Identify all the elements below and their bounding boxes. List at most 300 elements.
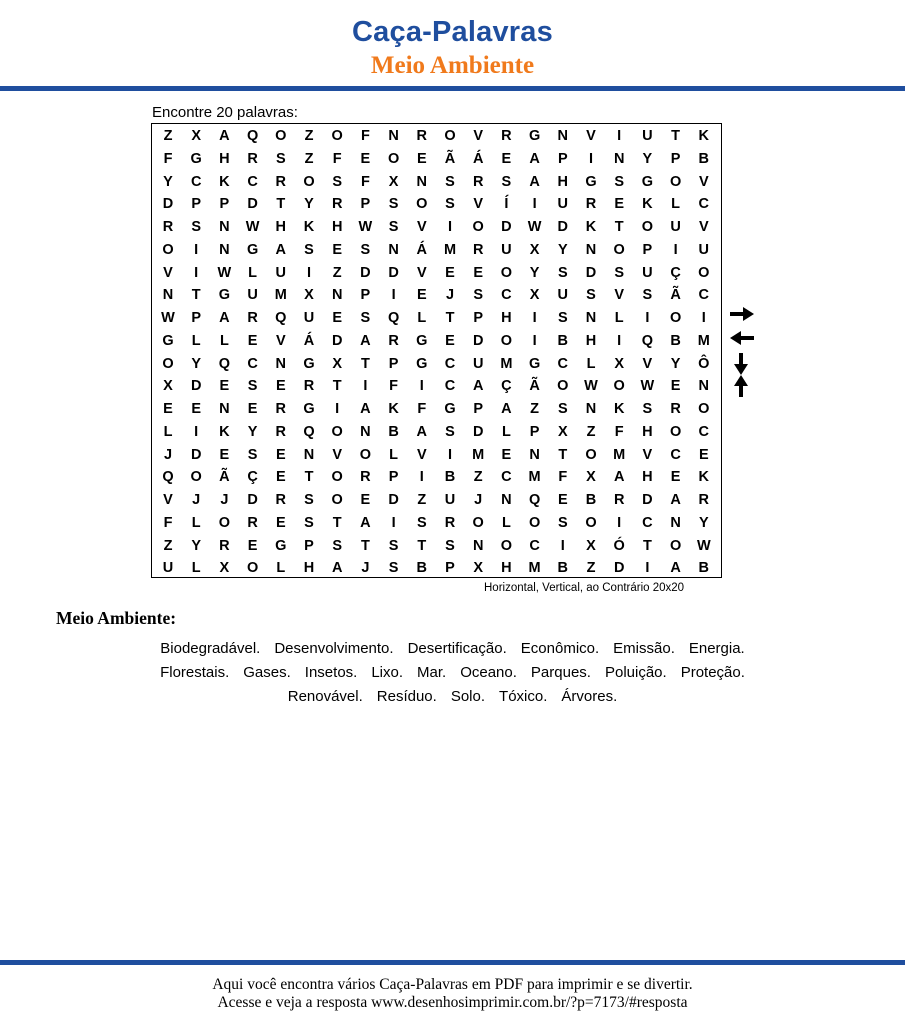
grid-row (152, 512, 721, 535)
grid-cell: I (617, 514, 622, 531)
grid-cell: K (585, 219, 597, 235)
grid-cell: R (275, 401, 287, 417)
word-list-item: Oceano. (460, 664, 517, 681)
grid-cell: D (613, 560, 625, 577)
grid-cell: W (358, 219, 373, 235)
grid-cell: H (557, 173, 569, 190)
grid-cell: A (416, 423, 428, 440)
grid-cell: O (472, 514, 484, 531)
grid-cell: X (586, 469, 596, 486)
grid-cell: O (698, 401, 710, 417)
grid-cell: L (248, 264, 258, 281)
grid-cell: S (416, 514, 427, 531)
grid-cell: T (671, 128, 681, 144)
grid-cell: D (557, 219, 569, 235)
grid-cell: G (528, 128, 541, 144)
grid-cell: M (528, 469, 541, 486)
word-list-item: Solo. (450, 688, 486, 705)
grid-cell: I (335, 401, 340, 417)
grid-cell: X (191, 128, 202, 144)
grid-cell: X (614, 355, 625, 372)
page-subtitle: Meio Ambiente (370, 52, 535, 79)
grid-cell: S (304, 514, 314, 531)
word-list-item: Poluição. (604, 664, 667, 681)
grid-cell: L (417, 310, 427, 326)
grid-cell: V (275, 332, 286, 349)
grid-cell: V (163, 492, 173, 508)
grid-cell: F (332, 150, 342, 167)
grid-cell: Á (303, 332, 315, 349)
word-list-item: Parques. (530, 664, 591, 681)
grid-cell: I (391, 514, 396, 531)
word-list-item: Desenvolvimento. (274, 640, 394, 657)
grid-cell: G (416, 355, 428, 372)
grid-cell: E (614, 196, 625, 213)
grid-cell: Z (586, 560, 596, 577)
grid-cell: I (391, 287, 396, 304)
grid-cell: Ã (529, 378, 540, 395)
grid-cell: O (190, 469, 202, 486)
bottom-divider (0, 960, 905, 965)
grid-cell: S (445, 173, 455, 190)
grid-cell: O (331, 128, 343, 144)
footer-line-2: Acesse e veja a resposta www.desenhosimprimir.com.br/?p=7173/#resposta (217, 994, 688, 1011)
grid-cell: D (388, 264, 399, 281)
grid-cell: H (219, 150, 230, 167)
grid-cell: V (586, 128, 596, 144)
grid-cell: K (698, 469, 710, 486)
grid-cell: O (500, 537, 513, 554)
grid-cell: L (191, 514, 201, 531)
grid-cell: T (191, 287, 201, 304)
grid-cell: H (642, 423, 653, 440)
grid-cell: P (473, 401, 484, 417)
grid-cell: S (557, 264, 568, 281)
grid-cell: P (670, 150, 681, 167)
word-list-line (60, 685, 845, 709)
grid-cell: Z (163, 128, 173, 144)
grid-cell: N (303, 446, 315, 463)
grid-cell: I (419, 469, 424, 486)
grid-cell: C (444, 378, 456, 395)
grid-cell: O (585, 514, 597, 531)
grid-cell: O (246, 560, 259, 577)
grid-cell: Q (275, 310, 287, 326)
grid-cell: E (247, 332, 258, 349)
grid-cell: T (276, 196, 286, 213)
grid-cell: O (669, 423, 682, 440)
grid-cell: L (501, 423, 511, 440)
grid-cell: F (163, 514, 173, 531)
grid-cell: Y (191, 355, 202, 372)
puzzle-footer-note: Horizontal, Vertical, ao Contrário 20x20 (484, 582, 685, 594)
grid-cell: Y (163, 173, 173, 190)
puzzle-instruction: Encontre 20 palavras: (152, 104, 298, 121)
grid-cell: N (331, 287, 343, 304)
grid-cell: N (585, 241, 597, 258)
grid-cell: O (472, 219, 484, 235)
grid-cell: P (557, 150, 568, 167)
grid-cell: A (360, 514, 371, 531)
grid-cell: P (388, 355, 399, 372)
grid-cell: E (332, 310, 343, 326)
grid-cell: P (360, 287, 371, 304)
grid-cell: F (163, 150, 173, 167)
grid-cell: E (191, 401, 202, 417)
grid-cell: C (247, 355, 258, 372)
grid-cell: A (219, 310, 230, 326)
grid-row (152, 307, 721, 330)
grid-cell: E (360, 150, 371, 167)
grid-cell: A (472, 378, 484, 395)
grid-cell: I (447, 446, 453, 463)
grid-cell: R (444, 514, 456, 531)
grid-cell: S (642, 401, 653, 417)
grid-cell: E (275, 514, 286, 531)
grid-cell: O (387, 150, 400, 167)
grid-cell: D (585, 264, 597, 281)
grid-cell: R (247, 150, 258, 167)
grid-cell: D (247, 196, 258, 213)
grid-cell: Z (304, 150, 314, 167)
grid-cell: C (670, 446, 681, 463)
page-title: Caça-Palavras (352, 16, 553, 48)
grid-cell: W (527, 219, 542, 235)
grid-cell: X (473, 560, 484, 577)
grid-cell: B (416, 560, 428, 577)
grid-cell: P (191, 196, 202, 213)
grid-cell: X (163, 378, 173, 395)
grid-cell: Y (191, 537, 202, 554)
grid-cell: Y (304, 196, 314, 213)
grid-cell: I (645, 310, 650, 326)
grid-cell: G (246, 241, 259, 258)
grid-cell: S (388, 560, 399, 577)
grid-cell: E (275, 446, 286, 463)
grid-cell: U (303, 310, 315, 326)
grid-cell: M (472, 446, 485, 463)
grid-cell: J (163, 446, 173, 463)
grid-cell: L (586, 355, 596, 372)
grid-cell: F (417, 401, 427, 417)
word-list-item: Árvores. (561, 688, 618, 705)
grid-row (152, 193, 721, 216)
grid-cell: S (388, 196, 399, 213)
grid-cell: I (617, 128, 622, 144)
grid-row (152, 262, 721, 285)
grid-cell: U (275, 264, 287, 281)
grid-cell: T (304, 469, 314, 486)
grid-cell: E (698, 446, 709, 463)
grid-cell: Q (641, 332, 654, 349)
grid-cell: V (614, 287, 625, 304)
grid-cell: G (585, 173, 597, 190)
grid-cell: O (331, 423, 343, 440)
grid-cell: P (191, 310, 202, 326)
grid-cell: E (416, 150, 427, 167)
grid-cell: O (528, 514, 541, 531)
grid-cell: Z (586, 423, 596, 440)
grid-cell: O (669, 310, 682, 326)
grid-cell: R (275, 423, 287, 440)
grid-cell: J (445, 287, 455, 304)
grid-cell: S (247, 378, 258, 395)
grid-cell: O (162, 355, 174, 372)
grid-cell: O (444, 128, 456, 144)
grid-cell: J (220, 492, 229, 508)
word-list-item: Lixo. (371, 664, 404, 681)
grid-cell: H (585, 332, 597, 349)
grid-cell: N (529, 446, 540, 463)
grid-cell: D (642, 492, 653, 508)
grid-cell: L (191, 332, 201, 349)
grid-cell: S (642, 287, 653, 304)
grid-cell: Y (247, 423, 258, 440)
word-search-grid (151, 123, 722, 578)
grid-cell: D (360, 264, 371, 281)
word-list-item: Energia. (688, 640, 745, 657)
grid-cell: N (388, 241, 399, 258)
grid-cell: B (444, 469, 456, 486)
grid-cell: N (557, 128, 569, 144)
grid-cell: O (162, 241, 174, 258)
grid-cell: V (698, 219, 709, 235)
grid-cell: Á (472, 150, 484, 167)
grid-row (152, 353, 721, 376)
grid-cell: G (162, 332, 174, 349)
grid-cell: V (642, 355, 653, 372)
grid-cell: D (472, 423, 484, 440)
grid-cell: N (472, 537, 484, 554)
word-list-item: Emissão. (613, 640, 675, 657)
grid-cell: S (304, 241, 314, 258)
grid-cell: G (416, 332, 428, 349)
grid-cell: N (670, 514, 681, 531)
grid-cell: D (190, 378, 202, 395)
grid-cell: M (500, 355, 513, 372)
grid-cell: J (361, 560, 370, 577)
grid-cell: A (275, 241, 287, 258)
grid-cell: S (473, 287, 484, 304)
grid-cell: O (218, 514, 231, 531)
grid-cell: K (642, 196, 653, 213)
grid-row (152, 330, 721, 353)
grid-cell: R (275, 492, 287, 508)
grid-row (152, 421, 721, 444)
grid-cell: T (360, 355, 370, 372)
grid-cell: L (191, 560, 201, 577)
grid-cell: S (557, 310, 568, 326)
grid-cell: U (670, 219, 681, 235)
grid-cell: B (670, 332, 681, 349)
word-list-item: Biodegradável. (160, 640, 261, 657)
grid-cell: F (558, 469, 568, 486)
grid-row (152, 125, 721, 148)
grid-cell: K (303, 219, 315, 235)
grid-cell: I (194, 423, 199, 440)
grid-cell: Ó (613, 537, 625, 554)
grid-cell: E (247, 537, 258, 554)
grid-cell: T (360, 537, 370, 554)
grid-cell: Á (416, 241, 428, 258)
grid-cell: R (219, 537, 230, 554)
grid-cell: I (532, 332, 537, 349)
grid-cell: I (617, 332, 622, 349)
arrow-left-icon (729, 330, 755, 346)
grid-cell: E (275, 469, 286, 486)
grid-cell: C (557, 355, 569, 372)
grid-cell: N (360, 423, 371, 440)
word-list-item: Resíduo. (376, 688, 437, 705)
grid-cell: H (642, 469, 653, 486)
grid-cell: G (275, 537, 287, 554)
grid-cell: L (671, 196, 681, 213)
grid-cell: H (501, 560, 512, 577)
grid-cell: R (247, 514, 258, 531)
grid-cell: E (360, 492, 371, 508)
grid-cell: S (360, 310, 371, 326)
grid-cell: L (276, 560, 286, 577)
grid-cell: K (613, 401, 625, 417)
grid-cell: R (416, 128, 428, 144)
grid-row (152, 375, 721, 398)
grid-cell: I (645, 560, 650, 577)
grid-cell: C (501, 469, 512, 486)
grid-cell: N (388, 128, 399, 144)
grid-cell: A (529, 173, 540, 190)
grid-cell: E (416, 287, 427, 304)
grid-cell: I (701, 310, 706, 326)
word-list-line (60, 661, 845, 685)
grid-cell: H (275, 219, 287, 235)
grid-cell: P (360, 196, 371, 213)
grid-cell: Ã (444, 150, 456, 167)
grid-cell: G (303, 355, 315, 372)
grid-cell: O (557, 378, 569, 395)
grid-cell: U (698, 241, 710, 258)
grid-cell: G (528, 355, 541, 372)
grid-cell: Q (528, 492, 541, 508)
grid-cell: M (528, 560, 541, 577)
grid-cell: R (670, 401, 681, 417)
word-list-item: Florestais. (160, 664, 230, 681)
grid-cell: S (304, 492, 314, 508)
grid-cell: I (194, 264, 199, 281)
word-list-item: Proteção. (680, 664, 745, 681)
grid-cell: R (162, 219, 174, 235)
arrow-down-icon (733, 352, 749, 376)
grid-cell: R (247, 310, 258, 326)
grid-cell: C (247, 173, 258, 190)
arrow-up-icon (733, 374, 749, 398)
grid-cell: I (447, 219, 453, 235)
grid-cell: U (472, 355, 484, 372)
grid-cell: T (614, 219, 624, 235)
grid-row (152, 557, 721, 580)
grid-cell: W (584, 378, 598, 395)
grid-cell: V (416, 219, 427, 235)
grid-row (152, 466, 721, 489)
grid-cell: N (698, 378, 710, 395)
grid-cell: I (194, 241, 199, 258)
grid-cell: Q (246, 128, 259, 144)
grid-cell: S (332, 537, 343, 554)
grid-cell: S (614, 173, 625, 190)
grid-cell: R (501, 128, 512, 144)
grid-cell: N (162, 287, 174, 304)
grid-cell: R (360, 469, 371, 486)
grid-row (152, 216, 721, 239)
grid-cell: Z (304, 128, 314, 144)
grid-cell: C (698, 423, 710, 440)
grid-cell: G (641, 173, 654, 190)
grid-cell: C (698, 196, 710, 213)
grid-cell: X (304, 287, 314, 304)
grid-cell: X (529, 241, 540, 258)
grid-cell: V (473, 128, 484, 144)
grid-cell: I (306, 264, 312, 281)
grid-cell: S (445, 537, 455, 554)
grid-cell: W (161, 310, 175, 326)
grid-cell: S (445, 423, 455, 440)
grid-cell: I (532, 196, 537, 213)
grid-cell: H (501, 310, 512, 326)
grid-cell: S (191, 219, 202, 235)
grid-cell: R (472, 241, 484, 258)
grid-cell: S (360, 241, 371, 258)
grid-cell: Z (332, 264, 342, 281)
grid-cell: I (588, 150, 594, 167)
grid-cell: S (614, 264, 625, 281)
grid-cell: N (613, 150, 625, 167)
grid-cell: Ã (670, 287, 681, 304)
grid-cell: L (389, 446, 399, 463)
grid-cell: X (332, 355, 343, 372)
grid-cell: A (360, 401, 371, 417)
grid-cell: O (500, 264, 513, 281)
grid-cell: K (219, 423, 230, 440)
grid-cell: N (585, 401, 597, 417)
grid-cell: T (642, 537, 652, 554)
grid-cell: S (388, 219, 399, 235)
grid-cell: L (163, 423, 173, 440)
grid-cell: A (360, 332, 371, 349)
word-list-item: Insetos. (304, 664, 358, 681)
grid-cell: S (275, 150, 286, 167)
grid-cell: O (669, 173, 682, 190)
grid-cell: V (698, 173, 709, 190)
grid-cell: A (501, 401, 512, 417)
grid-cell: B (698, 150, 710, 167)
word-list-item: Mar. (417, 664, 447, 681)
grid-cell: R (303, 378, 315, 395)
grid-cell: F (614, 423, 624, 440)
footer-line-1: Aqui você encontra vários Caça-Palavras em PDF para imprimir e se divertir. (212, 976, 693, 993)
grid-cell: P (642, 241, 653, 258)
grid-cell: E (247, 401, 258, 417)
grid-cell: H (303, 560, 315, 577)
grid-cell: Z (163, 537, 173, 554)
grid-cell: M (697, 332, 710, 349)
grid-cell: R (331, 196, 343, 213)
grid-cell: S (445, 196, 455, 213)
grid-cell: Y (529, 264, 540, 281)
grid-cell: U (501, 241, 512, 258)
grid-cell: T (417, 537, 427, 554)
grid-cell: O (359, 446, 372, 463)
grid-cell: F (360, 173, 370, 190)
word-list-item: Econômico. (520, 640, 600, 657)
